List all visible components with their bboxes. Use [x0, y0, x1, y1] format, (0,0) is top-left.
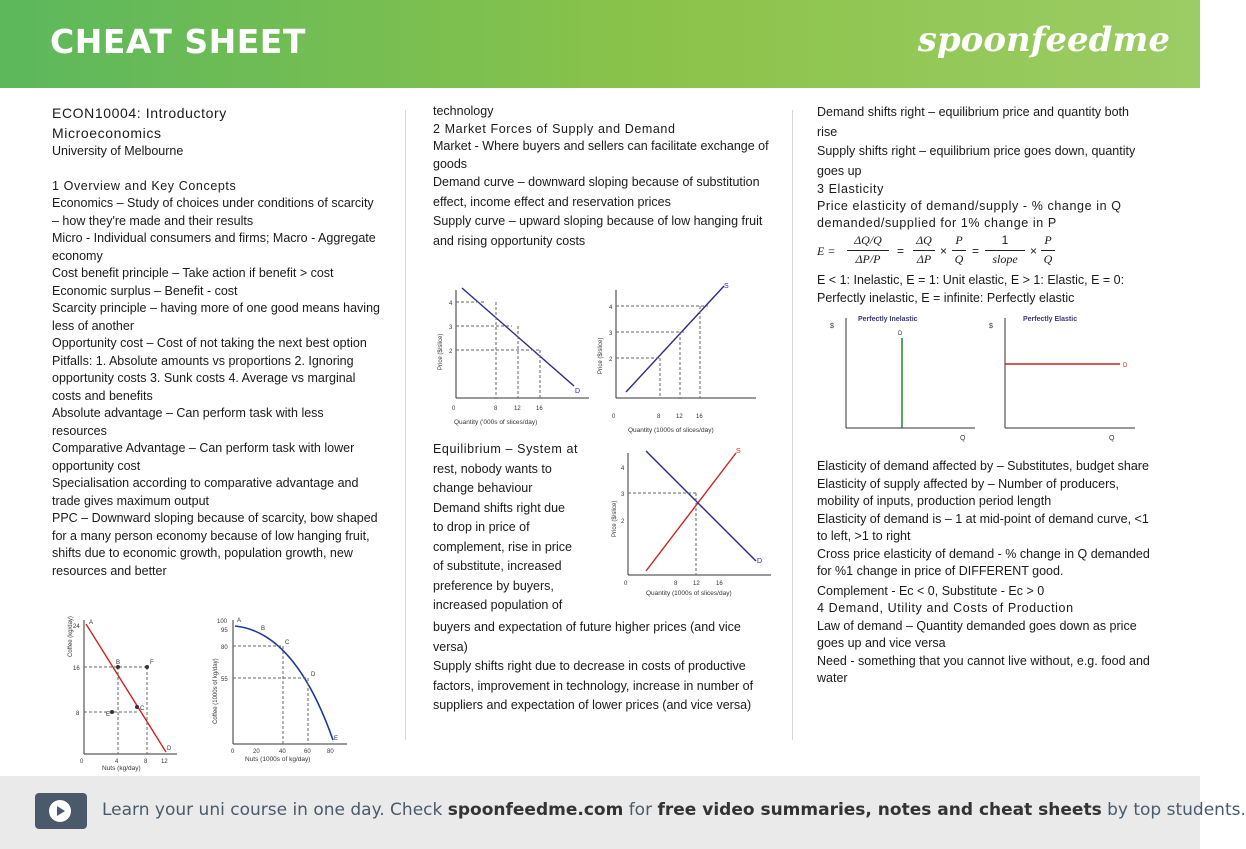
- formula-den: Q: [1043, 252, 1053, 266]
- equilibrium-text: [433, 440, 608, 616]
- curve-label: S: [724, 283, 729, 290]
- supply-chart: [596, 280, 766, 434]
- note-item: Opportunity cost – Cost of not taking the next best option: [52, 336, 367, 350]
- xtick: 12: [514, 406, 521, 412]
- point-label: B: [261, 626, 266, 632]
- xtick: 12: [676, 414, 683, 420]
- note-item: Demand shifts right – equilibrium price and quantity both rise: [817, 105, 1129, 139]
- demand-ylabel: Price ($/slice): [438, 333, 444, 370]
- formula-eq: =: [897, 244, 905, 258]
- ytick: 3: [609, 331, 613, 337]
- curve-label: D: [575, 388, 581, 395]
- formula-den: slope: [992, 252, 1018, 266]
- formula-num: 1: [1001, 233, 1009, 247]
- point-label: B: [116, 660, 121, 666]
- ytick: 8: [76, 711, 80, 717]
- brand-logo[interactable]: spoonfeedme: [917, 20, 1170, 60]
- note-item: complement, rise in price: [433, 539, 572, 554]
- note-item: Law of demand – Quantity demanded goes down as price goes up and vice versa: [817, 618, 1137, 650]
- play-video-icon[interactable]: [35, 793, 87, 829]
- page-title: CHEAT SHEET: [50, 22, 306, 61]
- point-label: E: [334, 736, 339, 742]
- ytick: 4: [449, 301, 453, 307]
- ytick: 3: [621, 492, 625, 498]
- formula-num: ΔQ: [916, 233, 932, 247]
- xtick: 16: [696, 414, 703, 420]
- note-item: Demand curve – downward sloping because of substitution effect, income effect and reservation prices: [433, 175, 760, 209]
- formula-den: Q: [954, 252, 964, 266]
- footer-link[interactable]: spoonfeedme.com: [447, 800, 624, 820]
- ppc-linear-ylabel: Coffee (kg/day): [68, 616, 74, 657]
- footer-banner: [0, 776, 1246, 849]
- ppc-linear-xlabel: Nuts (kg/day): [102, 765, 141, 772]
- axis-label: Q: [1109, 435, 1115, 442]
- supply-ylabel: Price ($/slice): [598, 337, 604, 374]
- note-item: Elasticity of demand is – 1 at mid-point of demand curve, <1 to left, >1 to right: [817, 511, 1149, 543]
- xtick: 16: [536, 406, 543, 412]
- axis-label: $: [830, 323, 834, 330]
- demand-chart: [434, 280, 594, 430]
- ppc-linear-chart: [62, 612, 184, 774]
- note-item: Scarcity principle – having more of one good means having less of another: [52, 301, 380, 333]
- xtick: 8: [657, 414, 661, 420]
- section-heading: 2 Market Forces of Supply and Demand: [433, 121, 676, 136]
- xtick: 40: [279, 749, 286, 755]
- note-item: Supply shifts right due to decrease in costs of productive factors, improvement in technology, increase in number of suppliers and expectation of lower prices (and vice versa): [433, 659, 754, 712]
- xtick: 20: [253, 749, 260, 755]
- xtick: 12: [161, 759, 168, 765]
- ytick: 24: [73, 624, 80, 630]
- inelastic-chart: [820, 310, 980, 445]
- formula-times: ×: [1030, 244, 1038, 258]
- ytick: 55: [221, 677, 228, 683]
- header-banner: [0, 0, 1200, 88]
- footer-text: by top students.: [1101, 800, 1246, 820]
- note-item: rest, nobody wants to: [433, 461, 552, 476]
- point-label: D: [311, 672, 316, 678]
- column-divider: [405, 110, 406, 740]
- xtick: 8: [674, 581, 678, 587]
- column-3: [817, 103, 1152, 232]
- ppc-bowed-chart: [205, 612, 355, 774]
- demand-xlabel: Quantity ('000s of slices/day): [454, 419, 538, 426]
- ppc-bowed-xlabel: Nuts (1000s of kg/day): [245, 756, 311, 763]
- formula-num: P: [955, 233, 963, 247]
- note-item: Equilibrium – System at: [433, 442, 579, 456]
- note-item: preference by buyers,: [433, 578, 554, 593]
- note-item: Cost benefit principle – Take action if benefit > cost: [52, 266, 334, 280]
- formula-num: ΔQ/Q: [854, 233, 882, 247]
- column-3-bottom: [817, 458, 1152, 688]
- note-item: Micro - Individual consumers and firms; Macro - Aggregate economy: [52, 231, 376, 263]
- point-label: A: [237, 618, 242, 624]
- note-item: technology: [433, 104, 494, 118]
- xtick: 8: [144, 759, 148, 765]
- note-item: Pitfalls: 1. Absolute amounts vs proportions 2. Ignoring opportunity costs 3. Sunk costs 4. Average vs marginal costs and benefits: [52, 353, 356, 403]
- ytick: 2: [449, 349, 453, 355]
- ppc-bowed-ylabel: Coffee (1000s of kg/day): [213, 658, 219, 724]
- note-item: to drop in price of: [433, 520, 530, 534]
- spacer: [52, 161, 382, 178]
- footer-text-bold: free video summaries, notes and cheat sheets: [657, 800, 1102, 820]
- note-item: increased population of: [433, 598, 563, 612]
- curve-label: D: [757, 558, 763, 565]
- equilibrium-chart: [606, 443, 776, 603]
- note-item: Price elasticity of demand/supply - % change in Q demanded/supplied for 1% change in P: [817, 199, 1122, 230]
- xtick: 4: [115, 759, 119, 765]
- note-item: Elasticity of demand affected by – Substitutes, budget share: [817, 459, 1149, 473]
- xtick: 12: [693, 581, 700, 587]
- course-name: Microeconomics: [52, 125, 162, 141]
- column-divider: [792, 110, 793, 740]
- note-item: Supply shifts right – equilibrium price goes down, quantity goes up: [817, 144, 1136, 178]
- note-item: Specialisation according to comparative advantage and trade gives maximum output: [52, 476, 359, 508]
- elasticity-formula: [817, 233, 1157, 271]
- ytick: 3: [449, 325, 453, 331]
- column-2: [433, 103, 778, 251]
- note-item: Elasticity of supply affected by – Number of producers, mobility of inputs, production period length: [817, 476, 1120, 508]
- note-item: Economics – Study of choices under conditions of scarcity – how they're made and their results: [52, 196, 374, 228]
- equilibrium-ylabel: Price ($/slice): [612, 500, 618, 537]
- xtick: 0: [612, 414, 616, 420]
- note-item: Supply curve – upward sloping because of low hanging fruit and rising opportunity costs: [433, 214, 763, 248]
- note-item: buyers and expectation of future higher prices (and vice versa): [433, 620, 741, 654]
- elastic-chart: [985, 310, 1145, 445]
- note-item: PPC – Downward sloping because of scarcity, bow shaped for a many person economy because of low hanging fruit, shifts due to economic growth, population growth, new resources and better: [52, 511, 378, 578]
- supply-xlabel: Quantity (1000s of slices/day): [628, 427, 714, 434]
- footer-text: Learn your uni course in one day. Check: [102, 800, 448, 820]
- ytick: 2: [609, 357, 613, 363]
- ytick: 16: [73, 666, 80, 672]
- column-1: [52, 103, 382, 580]
- formula-num: P: [1044, 233, 1052, 247]
- point-label: C: [140, 706, 145, 712]
- axis-label: Q: [960, 435, 966, 442]
- xtick: 8: [494, 406, 498, 412]
- curve-label: S: [736, 448, 741, 455]
- note-item: Absolute advantage – Can perform task with less resources: [52, 406, 324, 438]
- ytick: 2: [621, 519, 625, 525]
- note-item: Cross price elasticity of demand - % change in Q demanded for %1 change in price of DIFFERENT good.: [817, 546, 1150, 578]
- note-item: Economic surplus – Benefit - cost: [52, 283, 238, 298]
- xtick: 0: [231, 749, 235, 755]
- point-label: E: [106, 712, 111, 718]
- course-code: ECON10004: Introductory: [52, 105, 227, 121]
- note-item: of substitute, increased: [433, 559, 562, 573]
- ytick: 95: [221, 628, 228, 634]
- curve-label: D: [898, 331, 903, 337]
- note-item: Market - Where buyers and sellers can facilitate exchange of goods: [433, 139, 769, 171]
- footer-text: for: [623, 800, 658, 820]
- curve-label: D: [1123, 363, 1128, 369]
- formula-eq: =: [972, 244, 980, 258]
- chart-title: Perfectly Inelastic: [858, 316, 918, 323]
- note-item: change behaviour: [433, 481, 533, 495]
- equilibrium-xlabel: Quantity (1000s of slices/day): [646, 590, 732, 597]
- ytick: 4: [609, 305, 613, 311]
- point-label: C: [285, 640, 290, 646]
- point-label: D: [167, 746, 172, 752]
- point-label: A: [89, 620, 94, 626]
- section-heading: 1 Overview and Key Concepts: [52, 178, 237, 193]
- note-item: Complement - Ec < 0, Substitute - Ec > 0: [817, 583, 1045, 598]
- xtick: 16: [716, 581, 723, 587]
- note-item: Comparative Advantage – Can perform task with lower opportunity cost: [52, 441, 355, 473]
- xtick: 80: [327, 749, 334, 755]
- footer-promo: [102, 800, 1246, 820]
- xtick: 0: [80, 759, 84, 765]
- formula-lhs: E =: [817, 244, 836, 258]
- xtick: 0: [452, 406, 456, 412]
- section-heading: 4 Demand, Utility and Costs of Production: [817, 601, 1074, 615]
- elasticity-values: [817, 272, 1152, 307]
- chart-title: Perfectly Elastic: [1023, 316, 1078, 323]
- ytick: 80: [221, 645, 228, 651]
- column-2-bottom: [433, 618, 778, 716]
- note-item: Need - something that you cannot live without, e.g. food and water: [817, 653, 1150, 685]
- point-label: F: [150, 660, 154, 666]
- ytick: 4: [621, 466, 625, 472]
- note-item: Demand shifts right due: [433, 500, 566, 515]
- formula-times: ×: [940, 244, 948, 258]
- formula-den: ΔP: [916, 252, 932, 266]
- axis-label: $: [989, 323, 993, 330]
- xtick: 60: [304, 749, 311, 755]
- xtick: 0: [624, 581, 628, 587]
- note-item: E < 1: Inelastic, E = 1: Unit elastic, E > 1: Elastic, E = 0: Perfectly inelastic, E = infinite: Perfectly elastic: [817, 273, 1125, 305]
- section-heading: 3 Elasticity: [817, 182, 884, 196]
- formula-den: ΔP/P: [855, 252, 881, 266]
- ytick: 100: [217, 619, 228, 625]
- university: University of Melbourne: [52, 144, 184, 158]
